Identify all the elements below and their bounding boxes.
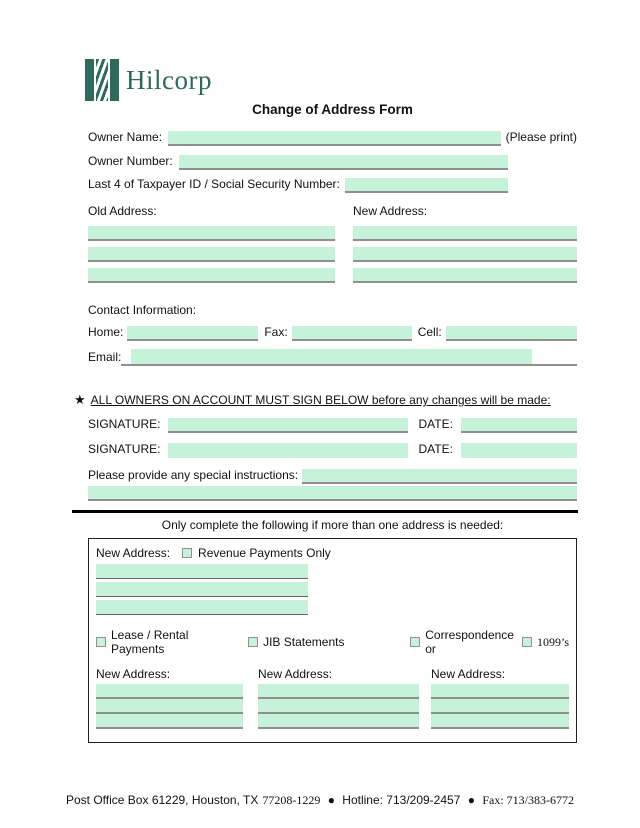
hilcorp-logo-text: Hilcorp (126, 64, 212, 95)
section-divider (72, 510, 578, 513)
taxpayer-id-input[interactable] (345, 178, 508, 193)
hilcorp-logo-icon (85, 59, 119, 101)
date-2-label: DATE: (418, 442, 453, 456)
taxpayer-id-label: Last 4 of Taxpayer ID / Social Security Number: (88, 177, 340, 191)
owner-number-input[interactable] (179, 155, 508, 170)
column-3-address-line-3-input[interactable] (431, 714, 569, 729)
column-1-address-line-3-input[interactable] (96, 714, 243, 729)
home-phone-input[interactable] (127, 326, 258, 341)
column-3-new-address-label: New Address: (431, 667, 506, 681)
cell-phone-input[interactable] (446, 326, 577, 341)
revenue-payments-only-label: Revenue Payments Only (198, 546, 331, 560)
email-label: Email: (88, 350, 122, 364)
column-1-new-address-label: New Address: (96, 667, 171, 681)
sign-notice (74, 392, 577, 408)
correspondence-label: Correspondence or (425, 628, 514, 656)
form-title: Change of Address Form (252, 102, 413, 117)
new-address-label: New Address: (353, 204, 428, 218)
old-address-line-3-input[interactable] (88, 268, 335, 283)
column-1-address-line-2-input[interactable] (96, 699, 243, 714)
old-address-line-1-input[interactable] (88, 226, 335, 241)
old-address-label: Old Address: (88, 204, 157, 218)
star-icon: ★ (74, 392, 86, 407)
sign-notice-text: ALL OWNERS ON ACCOUNT MUST SIGN BELOW before any changes will be made: (90, 393, 551, 407)
revenue-address-line-1-input[interactable] (96, 564, 308, 579)
new-address-line-2-input[interactable] (353, 247, 577, 262)
date-2-input[interactable] (461, 443, 577, 458)
footer-contact-line: Post Office Box 61229, Houston, TX 77208-1229 ● Hotline: 713/209-2457 ● Fax: 713/383-6772 (66, 793, 574, 807)
please-print-note: (Please print) (505, 130, 577, 144)
email-input[interactable] (131, 349, 532, 364)
date-1-label: DATE: (418, 417, 453, 431)
hilcorp-logo (85, 0, 577, 102)
cell-label: Cell: (417, 325, 442, 339)
ten99-checkbox[interactable] (522, 637, 532, 647)
owner-name-input[interactable] (168, 131, 501, 146)
jib-statements-label: JIB Statements (263, 635, 345, 649)
revenue-new-address-label: New Address: (96, 546, 171, 560)
fax-label: Fax: (264, 325, 288, 339)
column-2-address-line-1-input[interactable] (258, 684, 419, 699)
column-3-address-line-2-input[interactable] (431, 699, 569, 714)
column-2-address-line-2-input[interactable] (258, 699, 419, 714)
new-address-line-1-input[interactable] (353, 226, 577, 241)
multiple-address-box (88, 538, 577, 743)
signature-1-input[interactable] (168, 418, 408, 433)
bullet-icon: ● (467, 793, 475, 807)
ten99-label: 1099’s (536, 634, 569, 649)
signature-2-input[interactable] (168, 443, 408, 458)
revenue-payments-only-checkbox[interactable] (182, 548, 192, 558)
home-label: Home: (88, 325, 124, 339)
bullet-icon: ● (327, 793, 335, 807)
special-instructions-input-line-2[interactable] (88, 486, 577, 501)
lease-rental-payments-label: Lease / Rental Payments (111, 628, 189, 656)
old-address-line-2-input[interactable] (88, 247, 335, 262)
lease-rental-payments-checkbox[interactable] (96, 637, 106, 647)
correspondence-checkbox[interactable] (410, 637, 420, 647)
column-1-address-line-1-input[interactable] (96, 684, 243, 699)
signature-2-label: SIGNATURE: (88, 442, 161, 456)
jib-statements-checkbox[interactable] (248, 637, 258, 647)
revenue-address-line-2-input[interactable] (96, 582, 308, 597)
new-address-line-3-input[interactable] (353, 268, 577, 283)
date-1-input[interactable] (461, 418, 577, 433)
email-underline (121, 349, 577, 366)
signature-1-label: SIGNATURE: (88, 417, 161, 431)
contact-information-label: Contact Information: (88, 303, 197, 317)
owner-name-label: Owner Name: (88, 130, 163, 144)
column-3-address-line-1-input[interactable] (431, 684, 569, 699)
column-2-new-address-label: New Address: (258, 667, 333, 681)
fax-input[interactable] (292, 326, 412, 341)
revenue-address-line-3-input[interactable] (96, 600, 308, 615)
special-instructions-input-line-1[interactable] (302, 469, 577, 484)
special-instructions-label: Please provide any special instructions: (88, 468, 299, 482)
column-2-address-line-3-input[interactable] (258, 714, 419, 729)
owner-number-label: Owner Number: (88, 154, 173, 168)
secondary-section-intro: Only complete the following if more than one address is needed: (161, 518, 504, 532)
